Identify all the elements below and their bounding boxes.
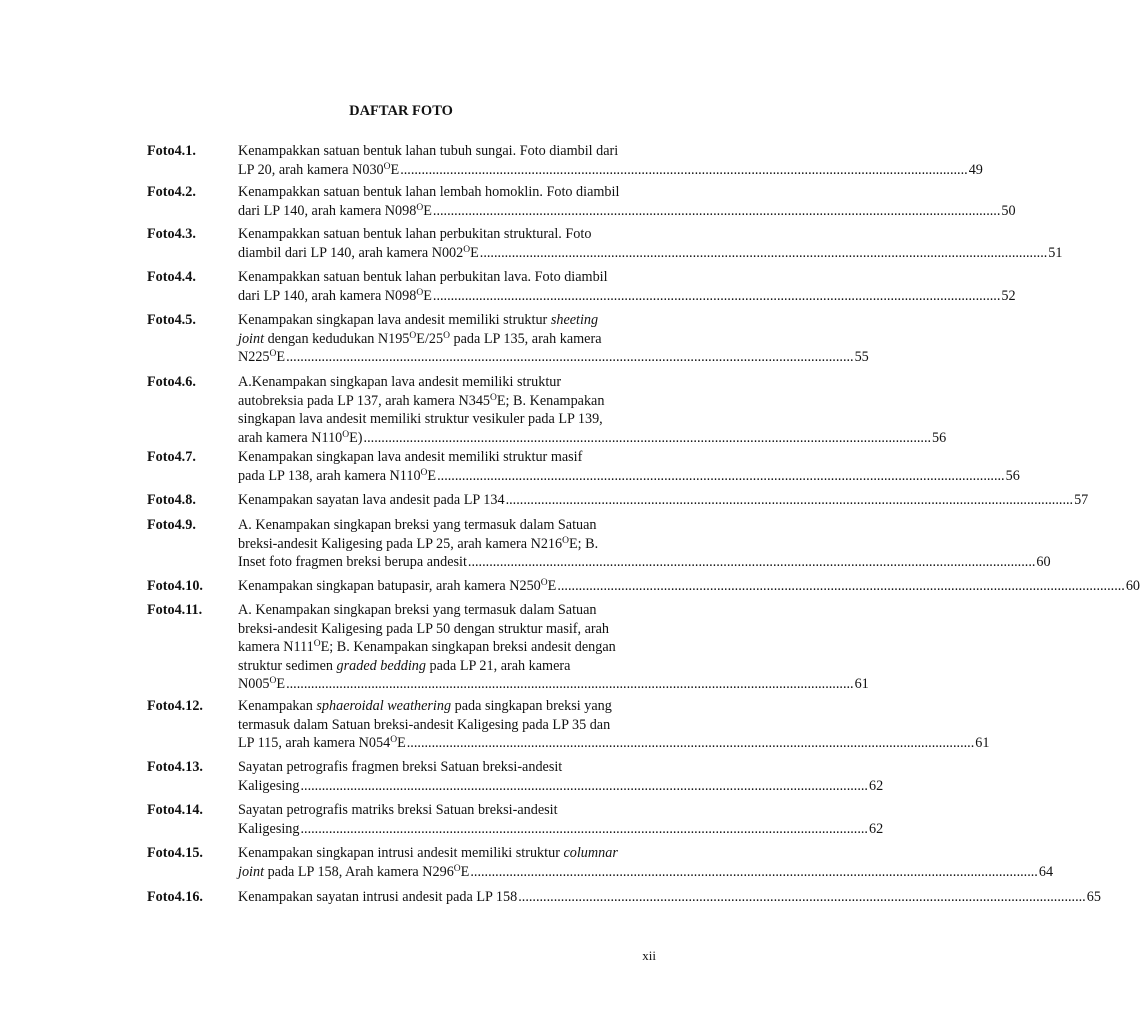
entry-label: Foto4.11. <box>147 602 203 618</box>
entry-leader-line <box>238 161 983 180</box>
page-ref: 52 <box>1001 287 1016 304</box>
entry-label: Foto4.10. <box>147 578 203 594</box>
entry-description <box>238 491 1089 510</box>
page-ref: 61 <box>975 735 990 752</box>
leader-dots: ................................................................................................................................................................ <box>470 863 1038 880</box>
entry-leader-line <box>238 244 1063 263</box>
entry-description <box>238 268 1016 305</box>
entry-line: struktur sedimen graded bedding pada LP 21, arah kamera <box>238 657 571 674</box>
leader-dots: ................................................................................................................................................................ <box>363 429 932 446</box>
entry-line: Sayatan petrografis fragmen breksi Satuan breksi-andesit <box>238 759 563 775</box>
entry-label: Foto4.3. <box>147 226 196 242</box>
page-ref: 49 <box>968 161 983 178</box>
entry-description <box>238 844 1054 881</box>
entry-label: Foto4.5. <box>147 312 196 328</box>
entry-line: A. Kenampakan singkapan breksi yang termasuk dalam Satuan <box>238 517 597 533</box>
entry-label: Foto4.8. <box>147 492 196 508</box>
entry-line: dari LP 140, arah kamera $N098^OE$ <box>238 287 432 304</box>
entry-label: Foto4.15. <box>147 845 203 861</box>
entry-leader-line <box>238 863 1054 882</box>
entry-line: joint dengan kedudukan $N195^OE/25^O$ pada LP 135, arah kamera <box>238 330 602 347</box>
entry-description <box>238 888 1101 907</box>
page-ref: 61 <box>854 676 869 693</box>
leader-dots: ................................................................................................................................................................ <box>432 287 1001 304</box>
leader-dots: ................................................................................................................................................................ <box>300 820 868 837</box>
page-ref: 60 <box>1036 554 1051 571</box>
entry-description <box>238 183 1016 220</box>
entry-label: Foto4.2. <box>147 184 196 200</box>
entry-leader-line <box>238 348 869 367</box>
entry-line: Inset foto fragmen breksi berupa andesit <box>238 554 467 571</box>
entry-line: Kaligesing <box>238 820 300 837</box>
entry-label: Foto4.6. <box>147 374 196 390</box>
entry-description <box>238 577 1140 596</box>
entry-leader-line <box>238 202 1016 221</box>
entry-line: $N005^OE$ <box>238 676 286 693</box>
entry-leader-line <box>238 429 947 448</box>
entry-line: A.Kenampakan singkapan lava andesit memiliki struktur <box>238 374 562 390</box>
leader-dots: ................................................................................................................................................................ <box>400 161 968 178</box>
page-ref: 56 <box>1005 467 1020 484</box>
leader-dots: ................................................................................................................................................................ <box>437 467 1005 484</box>
page-ref: 55 <box>854 349 869 366</box>
entry-line: LP 115, arah kamera $N054^OE$ <box>238 735 406 752</box>
entry-line: pada LP 138, arah kamera $N110^OE$ <box>238 467 437 484</box>
leader-dots: ................................................................................................................................................................ <box>300 777 868 794</box>
entry-leader-line <box>238 491 1089 510</box>
entry-label: Foto4.14. <box>147 802 203 818</box>
page-ref: 50 <box>1001 202 1016 219</box>
entry-line: Kenampakan singkapan batupasir, arah kamera $N250^OE$ <box>238 578 557 594</box>
entry-line: Kenampakkan satuan bentuk lahan perbukitan lava. Foto diambil <box>238 269 608 285</box>
leader-dots: ................................................................................................................................................................ <box>286 349 854 366</box>
entry-line: Kenampakan singkapan lava andesit memiliki struktur masif <box>238 449 583 465</box>
leader-dots: ................................................................................................................................................................ <box>479 244 1048 261</box>
entry-label: Foto4.4. <box>147 269 196 285</box>
entry-line: Kaligesing <box>238 777 300 794</box>
entry-leader-line <box>238 467 1020 486</box>
entry-line: Kenampakkan satuan bentuk lahan lembah homoklin. Foto diambil <box>238 184 620 200</box>
entry-line: singkapan lava andesit memiliki struktur vesikuler pada LP 139, <box>238 411 603 428</box>
entry-line: breksi-andesit Kaligesing pada LP 50 dengan struktur masif, arah <box>238 620 610 637</box>
entry-description <box>238 448 1020 485</box>
leader-dots: ................................................................................................................................................................ <box>286 676 854 693</box>
leader-dots: ................................................................................................................................................................ <box>432 202 1001 219</box>
entry-line: A. Kenampakan singkapan breksi yang termasuk dalam Satuan <box>238 602 597 618</box>
leader-dots: ................................................................................................................................................................ <box>518 889 1086 905</box>
entry-description <box>238 801 884 838</box>
entry-label: Foto4.16. <box>147 889 203 905</box>
entry-leader-line <box>238 553 1051 572</box>
page-ref: 65 <box>1086 889 1101 905</box>
page-ref: 60 <box>1125 578 1140 594</box>
entry-label: Foto4.12. <box>147 698 203 714</box>
entry-label: Foto4.1. <box>147 143 196 159</box>
entry-line: Kenampakan sayatan intrusi andesit pada LP 158 <box>238 889 518 905</box>
entry-leader-line <box>238 888 1101 907</box>
page-ref: 51 <box>1048 244 1063 261</box>
entry-label: Foto4.13. <box>147 759 203 775</box>
entry-line: Kenampakan sphaeroidal weathering pada singkapan breksi yang <box>238 698 612 714</box>
entry-description <box>238 601 869 694</box>
page-ref: 57 <box>1074 492 1089 508</box>
entry-leader-line <box>238 820 884 839</box>
entry-line: termasuk dalam Satuan breksi-andesit Kaligesing pada LP 35 dan <box>238 716 611 733</box>
entry-line: LP 20, arah kamera $N030^OE$ <box>238 161 400 178</box>
entry-leader-line <box>238 675 869 694</box>
page-title: DAFTAR FOTO <box>349 103 453 119</box>
entry-line: joint pada LP 158, Arah kamera $N296^OE$ <box>238 863 470 880</box>
entry-line: Kenampakan sayatan lava andesit pada LP 134 <box>238 492 505 508</box>
entry-line: $N225^OE$ <box>238 349 286 366</box>
entry-line: autobreksia pada LP 137, arah kamera $N345^OE$; B. Kenampakan <box>238 392 605 409</box>
entry-leader-line <box>238 287 1016 306</box>
page-ref: 64 <box>1038 863 1054 880</box>
entry-leader-line <box>238 734 990 753</box>
entry-line: Kenampakan singkapan intrusi andesit memiliki struktur columnar <box>238 845 618 861</box>
entry-label: Foto4.7. <box>147 449 196 465</box>
entry-description <box>238 225 1063 262</box>
entry-description <box>238 697 990 753</box>
entry-description <box>238 142 983 179</box>
entry-label: Foto4.9. <box>147 517 196 533</box>
entry-leader-line <box>238 577 1140 596</box>
page-ref: 56 <box>932 429 947 446</box>
entry-line: Kenampakkan satuan bentuk lahan perbukitan struktural. Foto <box>238 226 592 242</box>
entry-description <box>238 311 869 367</box>
entry-line: kamera $N111^OE$; B. Kenampakan singkapan breksi andesit dengan <box>238 639 616 656</box>
page-number: xii <box>642 948 656 963</box>
leader-dots: ................................................................................................................................................................ <box>406 735 975 752</box>
page-ref: 62 <box>868 820 884 837</box>
entry-line: arah kamera $N110^OE$) <box>238 429 363 446</box>
leader-dots: ................................................................................................................................................................ <box>505 492 1074 508</box>
page-ref: 62 <box>868 777 884 794</box>
leader-dots: ................................................................................................................................................................ <box>467 554 1036 571</box>
entry-leader-line <box>238 777 884 796</box>
entry-line: Kenampakkan satuan bentuk lahan tubuh sungai. Foto diambil dari <box>238 143 619 159</box>
entry-line: breksi-andesit Kaligesing pada LP 25, arah kamera $N216^OE$; B. <box>238 535 599 552</box>
entry-line: Sayatan petrografis matriks breksi Satuan breksi-andesit <box>238 802 558 818</box>
entry-description <box>238 516 1051 572</box>
entry-line: Kenampakan singkapan lava andesit memiliki struktur sheeting <box>238 312 599 328</box>
entry-description <box>238 758 884 795</box>
entry-line: dari LP 140, arah kamera $N098^OE$ <box>238 202 432 219</box>
entry-line: diambil dari LP 140, arah kamera $N002^OE$ <box>238 244 479 261</box>
leader-dots: ................................................................................................................................................................ <box>557 578 1125 594</box>
entry-description <box>238 373 947 447</box>
